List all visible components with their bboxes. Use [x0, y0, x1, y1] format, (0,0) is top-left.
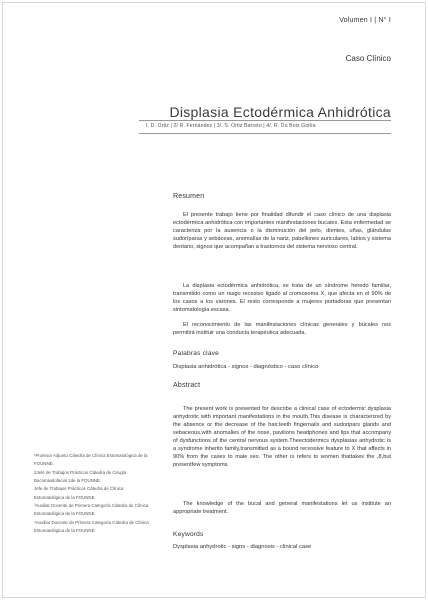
footnote-3: Jefe de Trabajos Prácticos Cátedra de Clínica Estomatológica de la FOUNNE.: [34, 486, 124, 500]
resumen-heading: Resumen: [173, 193, 205, 200]
authors-line: I. D. Ortiz | 2/ R. Fernández | 3/. S. Ortiz Barreto | 4/. R. Du Bois Goitía: [146, 123, 316, 129]
article-title: Displasia Ectodérmica Anhidrótica: [169, 104, 391, 120]
resumen-paragraph-2: La displasia ectodérmica anhidrótica, se trata de un síndrome heredo familiar, transmitido como un rasgo recesivo ligado al cromosoma X, que afecta en el 90% de los casos a los varones. El resto corresponde a mujeres portadoras que presentan sintomatología escasa.: [173, 283, 391, 313]
footnote-2: 2Jefe de Trabajos Prácticos Cátedra de Cirugía Bucomaxilofacial 1de la FOUNNE.: [34, 469, 127, 484]
keywords-heading: Keywords: [173, 531, 204, 538]
keywords-text: Dysplasia anhydrotic - signs - diagnosis - clinical case: [173, 544, 312, 550]
palabras-clave-heading: Palabras clave: [173, 350, 220, 357]
abstract-paragraph-1: The present work is presented for describe a clinical case of ectodermic dysplasia anhydrotic with important manifestations in the mouth.This disease is characterized by the absence or the decrease of the hair,teeth fingernails and sudoripars glands and sebaceous,with anomalies of the nose, pavilions headphones and lips that accompany of dysfunctions of the central nervous system.Theectodermics dysplasias anhydrotic is a syndrome inherito family,transmitted as a bound recessive feature to X that affects in 90% from the cases to male sex. The other is refers to women thattakes the ,8,but presentfew symptoms.: [173, 406, 391, 468]
footnote-5: ⁴Auxiliar Docente de Primera Categoría Cátedra de Clínica Estomatológica de la FOUNNE.: [34, 519, 149, 534]
footnote-1: ¹Profesor Adjunto Cátedra de Clínica Estomatológica de la FOUNNE.: [34, 453, 148, 467]
abstract-heading: Abstract: [173, 382, 201, 389]
volume-label: Volumen I | N° I: [339, 17, 391, 24]
resumen-paragraph-3: El reconocimiento de las manifestaciones clínicas generales y bucales nos permitirá instituir una conducta terapéutica adecuada.: [173, 322, 391, 336]
section-label: Caso Clínico: [345, 54, 391, 63]
abstract-paragraph-2: The knowledge of the bucal and general manifestations let us institute an appropriate treatment.: [173, 501, 391, 515]
palabras-clave-text: Displasia anhidrótica - signos - diagnóstico - caso clínico: [173, 364, 319, 370]
footnote-4: ³Auxiliar Docente de Primera Categoría Cátedra de Clínica Estomatológica de la FOUNNE.: [34, 503, 149, 517]
resumen-paragraph-1: El presente trabajo tiene por finalidad difundir el caso clínico de una displasia ectodérmica anhidrótica con importantes manifestaciones bucales. Esta enfermedad se caracteriza por la ausencia o la disminución del pelo, dientes, uñas, glándulas sudoríparas y sebáceas, anomalías de la nariz, pabellones auriculares, labios y sistema dentario, signos que acompañan a trastornos del sistema nervioso central.: [173, 212, 391, 250]
authors-rule: [139, 133, 391, 134]
footnotes: [34, 452, 152, 535]
title-rule: [139, 120, 391, 121]
